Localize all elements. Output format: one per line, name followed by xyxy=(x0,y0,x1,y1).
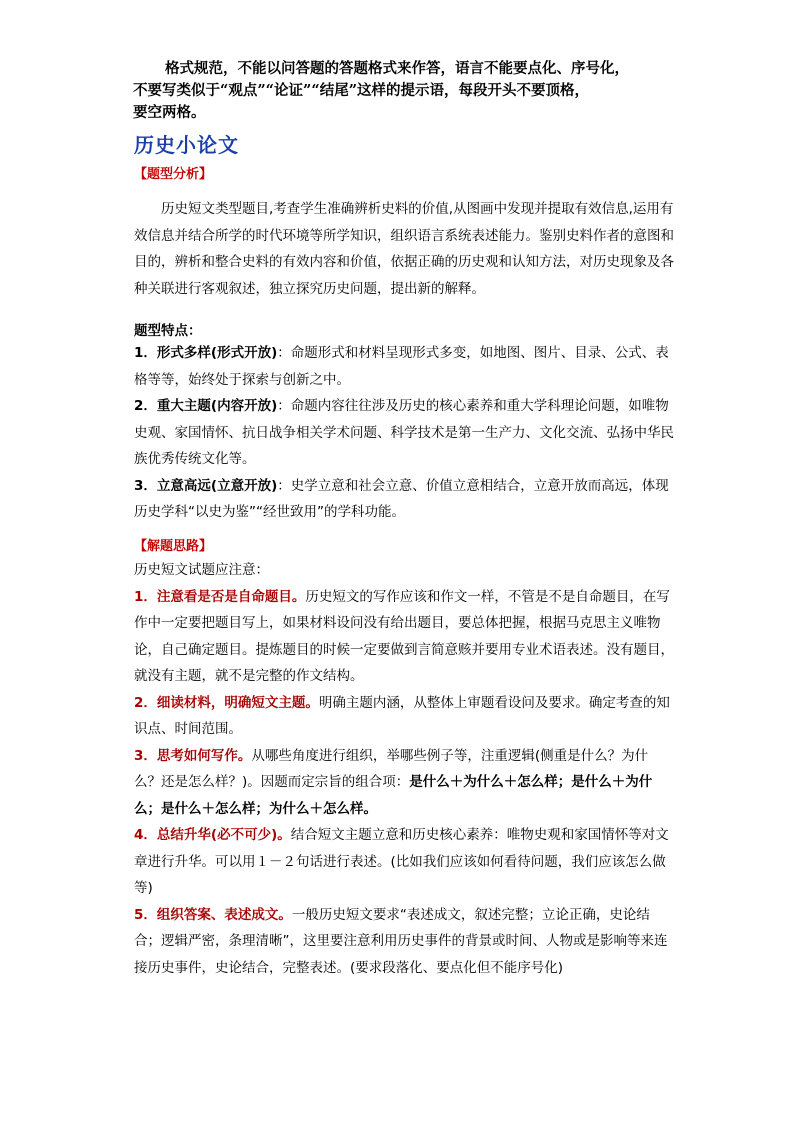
intro-line-1: 格式规范，不能以问答题的答题格式来作答，语言不能要点化、序号化， xyxy=(165,60,629,77)
approach-label: 4．总结升华(必不可少)。 xyxy=(134,827,291,843)
approach-text: 从哪些角度进行组织，举哪些例子等，注重逻辑(侧重是什么？为什么？还是怎么样？)。因题而定宗旨的组合项： xyxy=(134,747,649,790)
feature-item xyxy=(134,473,674,526)
intro-note xyxy=(133,58,673,124)
approach-label: 5．组织答案、表述成文。 xyxy=(134,906,292,923)
approach-label: 2．细读材料，明确短文主题。 xyxy=(134,694,319,711)
feature-item xyxy=(134,340,674,393)
approach-text: 历史短文的写作应该和作文一样，不管是不是自命题目，在写作中一定要把题目写上，如果材料设问没有给出题目，要总体把握，根据马克思主义唯物论，自己确定题目。提炼题目的时候一定要做到言简意赅并要用专业术语表述。没有题目，就没有主题，就不是完整的作文结构。 xyxy=(134,588,674,684)
approach-label: 1．注意看是否是自命题目。 xyxy=(134,588,306,605)
approach-list xyxy=(134,557,674,981)
approach-item xyxy=(134,902,674,982)
approach-item xyxy=(134,822,674,902)
approach-bold-tail: 是什么＋为什么＋怎么样；是什么＋为什么；是什么＋怎么样；为什么＋怎么样。 xyxy=(134,774,653,817)
feature-text: ：命题内容往往涉及历史的核心素养和重大学科理论问题，如唯物史观、家国情怀、抗日战争相关学术问题、科学技术是第一生产力、文化交流、弘扬中华民族优秀传统文化等。 xyxy=(134,398,674,467)
approach-item xyxy=(134,690,674,743)
feature-label: 1．形式多样(形式开放) xyxy=(134,345,278,361)
analysis-heading: 【题型分析】 xyxy=(134,167,213,182)
intro-line-2: 不要写类似于“观点”“论证”“结尾”这样的提示语，每段开头不要顶格， xyxy=(133,82,590,99)
approach-item xyxy=(134,584,674,690)
feature-text: ：史学立意和社会立意、价值立意相结合，立意开放而高远，体现历史学科“以史为鉴”“经世致用”的学科功能。 xyxy=(134,477,669,520)
feature-item xyxy=(134,393,674,473)
features-list xyxy=(134,340,674,526)
approach-lead: 历史短文试题应注意： xyxy=(134,562,269,578)
approach-item xyxy=(134,743,674,823)
section-title: 历史小论文 xyxy=(134,133,239,157)
analysis-paragraph: 历史短文类型题目,考查学生准确辨析史料的价值,从图画中发现并提取有效信息,运用有效信息并结合所学的时代环境等所学知识，组织语言系统表述能力。鉴别史料作者的意图和目的，辨析和整合史料的有效内容和价值，依据正确的历史观和认知方法，对历史现象及各种关联进行客观叙述，独立探究历史问题，提出新的解释。 xyxy=(134,201,674,297)
approach-text: 结合短文主题立意和历史核心素养：唯物史观和家国情怀等对文章进行升华。可以用１－２句话进行表述。(比如我们应该如何看待问题，我们应该怎么做等) xyxy=(134,827,669,896)
approach-heading: 【解题思路】 xyxy=(134,539,213,554)
analysis-paragraph-block xyxy=(134,196,674,302)
features-label: 题型特点： xyxy=(134,323,202,339)
feature-label: 2．重大主题(内容开放) xyxy=(134,398,278,414)
feature-label: 3．立意高远(立意开放) xyxy=(134,477,278,494)
approach-text: 明确主题内涵，从整体上审题看设问及要求。确定考查的知识点、时间范围。 xyxy=(134,694,670,737)
intro-line-3: 要空两格。 xyxy=(133,104,206,121)
feature-text: ：命题形式和材料呈现形式多变，如地图、图片、目录、公式、表格等等，始终处于探索与创新之中。 xyxy=(134,345,669,388)
approach-text: 一般历史短文要求“表述成文，叙述完整；立论正确，史论结合；逻辑严密，条理清晰”，这里要注意利用历史事件的背景或时间、人物或是影响等来连接历史事件，史论结合，完整表述。(要求段落化、要点化但不能序号化) xyxy=(134,906,668,976)
approach-label: 3．思考如何写作。 xyxy=(134,747,252,764)
